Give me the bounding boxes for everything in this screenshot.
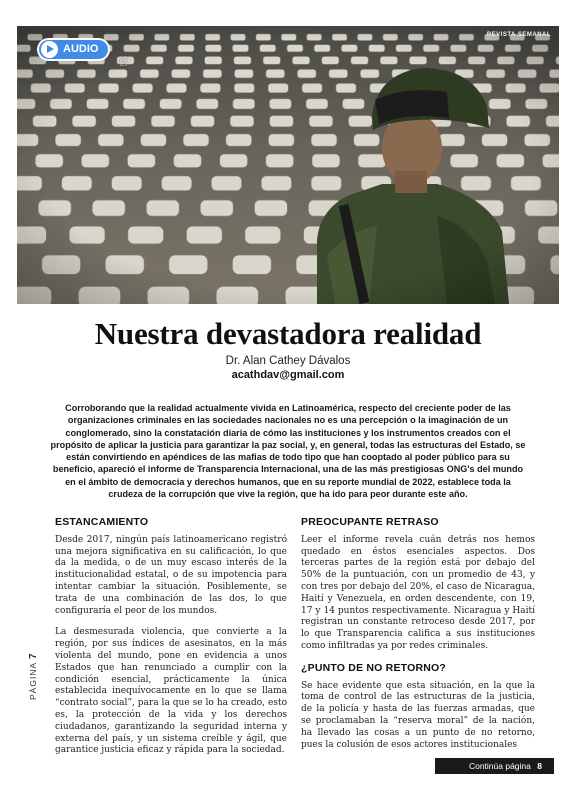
section-heading-estancamiento: ESTANCAMIENTO xyxy=(55,516,149,528)
continue-text: Continúa página xyxy=(468,761,531,771)
page-number: 7 xyxy=(28,652,39,659)
article-author: Dr. Alan Cathey Dávalos xyxy=(225,355,351,367)
play-icon xyxy=(41,41,58,58)
audio-label: AUDIO xyxy=(63,43,99,55)
continue-page-banner[interactable] xyxy=(435,758,554,774)
article-title: Nuestra devastadora realidad xyxy=(94,316,482,351)
pointer-hand-icon: ☝ xyxy=(119,54,128,70)
paragraph: Leer el informe revela cuán detrás nos hemos quedado en éstos esenciales aspectos. Dos terceras partes de la región está por debajo del 50% de la puntuación, con un promedio de 43, y con tres por debajo del 20%, el caso de Nicaragua, Haití y Venezuela, en orden descendente, con 19, 17 y 14 puntos respectivamente. Nicaragua y Haití registran un constante retroceso desde 2017, por lo que Transparencia califica a sus instituciones como infiltradas ya por redes criminales. xyxy=(301,534,535,651)
page-word: PÁGINA xyxy=(28,662,38,700)
audio-button[interactable] xyxy=(39,40,108,59)
section-heading-punto-de-no-retorno: ¿PUNTO DE NO RETORNO? xyxy=(301,661,446,674)
left-column xyxy=(55,517,287,767)
author-email[interactable]: acathdav@gmail.com xyxy=(231,369,345,381)
continue-page-number: 8 xyxy=(537,761,542,771)
section-heading-preocupante-retraso: PREOCUPANTE RETRASO xyxy=(301,516,439,528)
article-lead: Corroborando que la realidad actualmente vivida en Latinoamérica, respecto del creciente poder de las organizaciones criminales en las sociedades nacionales no es una percepción o la imaginación de un conglomerado, sino la constatación diaria de cómo las instituciones y los instrumentos creados con el propósito de aplicar la justicia para garantizar la paz social, y, en general, todas las estructuras del Estado, se están convirtiendo en apéndices de las mafias de todo tipo que han cooptado al poder público para su beneficio, apareció el informe de Transparencia Internacional, una de las más prestigiosas ONG's del mundo en el ámbito de democracia y derechos humanos, que en su reporte mundial de 2022, establece toda la crudeza de la corrupción que vive la región, que ha ido para peor durante este año. xyxy=(50,403,526,500)
hero-photo xyxy=(17,26,559,304)
soldier-with-seized-packages-image xyxy=(17,26,559,304)
magazine-label: REVISTA SEMANAL xyxy=(486,32,551,38)
paragraph: Se hace evidente que esta situación, en la que la toma de control de las estructuras de la justicia, de la policía y hasta de las fuerzas armadas, que se proclamaban la “reserva moral” de la nación, ha llevado las cosas a un punto de no retorno, pues la colusión de esos actores institucionales xyxy=(301,680,535,750)
right-column xyxy=(301,517,535,761)
paragraph: La desmesurada violencia, que convierte a la región, por sus índices de asesinatos, en la más violenta del mundo, pone en evidencia a unos Estados que han renunciado a cumplir con la condición esencial, prácticamente la única establecida inequívocamente en lo que se llama “contrato social”, para la que se lo ha creado, esto es, la protección de la vida y los derechos ciudadanos, garantizando la seguridad interna y externa del país, y un sistema creíble y ágil, que garantice justicia eficaz y rápida para la sociedad. xyxy=(55,627,287,756)
page-number-label xyxy=(28,652,39,700)
paragraph: Desde 2017, ningún país latinoamericano registró una mejora significativa en su calificación, lo que da la medida, o de un muy escaso interés de la institucionalidad estatal, o de su impotencia para intentar cambiar la situación. Posiblemente, se trata de una combinación de las dos, lo que configuraría el peor de los mundos. xyxy=(55,534,287,616)
